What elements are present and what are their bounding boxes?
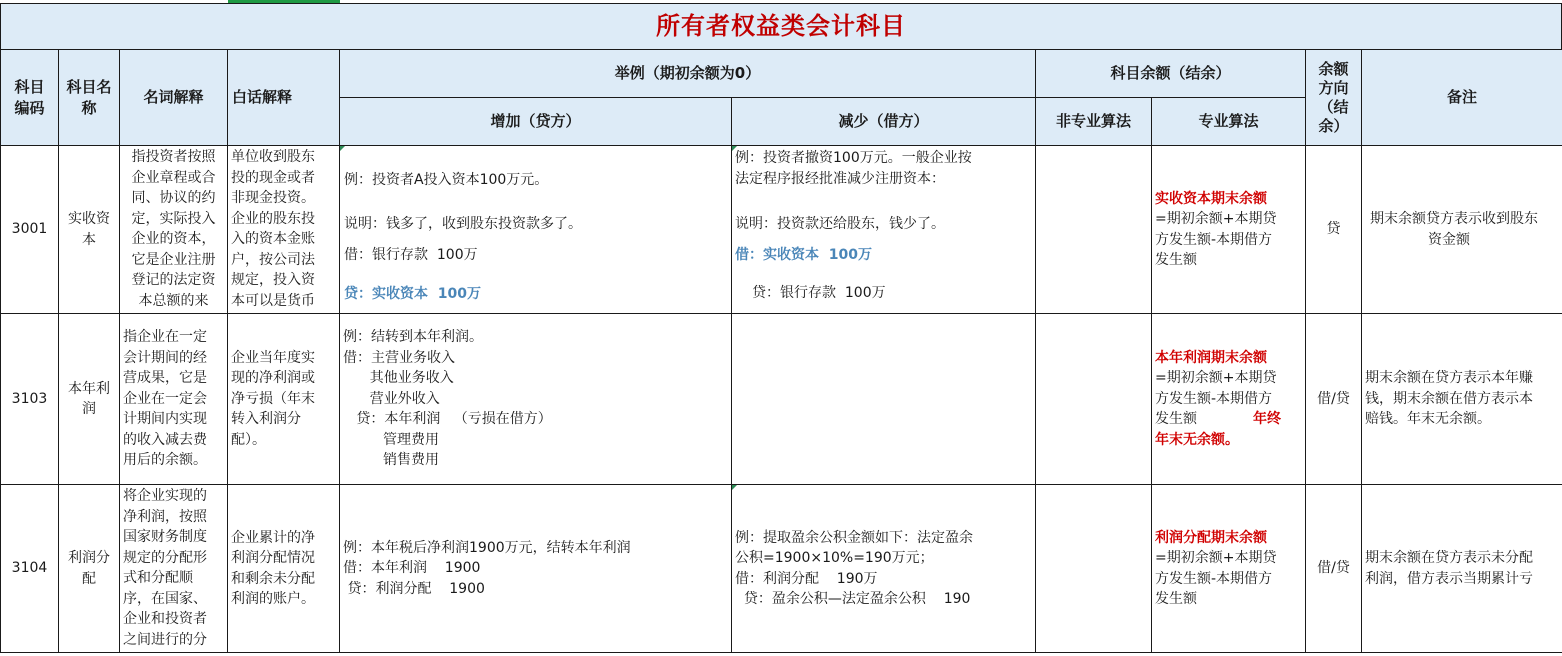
row1-def-l1: 指投资者按照 [131,149,216,165]
row2-plain-l3: 净亏损（年末 [231,390,315,407]
row3-increase[interactable] [340,485,732,653]
row2-inc-l6: 管理费用 [343,431,440,448]
row3-name-line1: 利润分 [68,550,110,566]
row2-pro-tail: 发生额 [1155,411,1197,428]
row3-def-l3: 国家财务制度 [123,529,207,545]
row2-increase[interactable] [340,314,732,485]
row2-name-line2: 润 [82,401,96,417]
row1-plain-l4: 企业的股东投 [231,210,315,227]
row3-plain-l3: 和剩余未分配 [231,570,315,587]
row1-nonpro[interactable] [1036,146,1152,314]
header-example[interactable]: 举例（期初余额为0） [340,50,1036,98]
row2-pro-red1: 年终 [1253,411,1281,428]
header-code[interactable] [0,50,59,146]
row3-inc-l2: 借：本年利润 1900 [343,560,481,577]
row1-def-l5: 企业的资本， [131,231,216,247]
row2-remark-l2: 钱，期末余额在借方表示本 [1365,390,1533,407]
row1-pro[interactable] [1152,146,1306,314]
row2-remark-l3: 赔钱。年末无余额。 [1365,411,1491,428]
row2-def-l4: 企业在一定会 [123,390,207,407]
row2-inc-l7: 销售费用 [343,452,440,469]
row1-dec-note: 说明：投资款还给股东，钱少了。 [735,216,945,232]
header-name[interactable] [59,50,120,146]
header-nonpro[interactable]: 非专业算法 [1036,98,1152,146]
row1-def-l3: 同、协议的约 [131,190,216,206]
row2-pro[interactable] [1152,314,1306,485]
row2-remark[interactable] [1362,314,1562,485]
row1-plain-l3: 非现金投资。 [231,190,315,206]
row3-def-l2: 净利润，按照 [123,508,207,525]
row1-plain-l1: 单位收到股东 [231,149,315,165]
row1-dec-example-2: 法定程序报经批准减少注册资本： [735,171,945,187]
row1-def-l8: 本总额的来 [138,292,209,309]
row3-def-l5: 式和分配顺 [123,570,193,586]
row1-remark[interactable] [1362,146,1562,314]
row3-pro[interactable] [1152,485,1306,653]
row3-inc-l3: 贷：利润分配 1900 [343,580,485,597]
row2-def-l5: 计期间内实现 [123,411,207,428]
header-direction-line1: 余额 [1318,59,1349,78]
row1-name-line1: 实收资 [68,211,110,227]
row1-name[interactable] [59,146,120,314]
row1-def-l6: 它是企业注册 [131,251,216,268]
row1-def-l2: 企业章程或合 [131,169,216,186]
row2-def-l2: 会计期间的经 [123,349,207,366]
row1-pro-title: 实收资本期末余额 [1155,190,1267,207]
header-decrease[interactable]: 减少（借方） [732,98,1036,146]
row1-name-line2: 本 [82,231,96,248]
row3-dec-l4: 贷：盈余公积—法定盈余公积 190 [735,591,971,607]
row1-plain-l2: 投的现金或者 [231,169,315,186]
header-balance[interactable]: 科目余额（结余） [1036,50,1306,98]
row2-pro-l3 [1155,409,1302,430]
row3-def-l1: 将企业实现的 [123,488,207,504]
row3-plain-l1: 企业累计的净 [231,529,315,546]
row1-inc-credit: 贷：实收资本 100万 [344,286,481,302]
row2-pro-red2: 年末无余额。 [1155,431,1239,448]
row3-pro-l2: 方发生额-本期借方 [1155,570,1273,587]
row2-plain-l4: 转入利润分 [231,411,301,428]
row2-pro-l2: 方发生额-本期借方 [1155,390,1273,407]
row3-pro-title: 利润分配期末余额 [1155,529,1267,546]
row3-nonpro[interactable] [1036,485,1152,653]
header-pro[interactable]: 专业算法 [1152,98,1306,146]
row3-dec-l1: 例：提取盈余公积金额如下：法定盈余 [735,529,973,546]
row2-inc-l5: 贷：本年利润 （亏损在借方） [343,411,552,428]
row3-dec-l3: 借：利润分配 190万 [735,570,878,587]
row2-inc-l1: 例：结转到本年利润。 [343,329,483,346]
row2-plain-l5: 配）。 [231,431,266,448]
row1-plain-l6: 户，按公司法 [231,251,315,268]
row1-def-l4: 定，实际投入 [131,210,216,227]
row2-pro-title: 本年利润期末余额 [1155,349,1267,366]
row3-dec-l2: 公积=1900×10%=190万元； [735,550,934,566]
header-direction[interactable] [1306,50,1362,146]
row2-nonpro[interactable] [1036,314,1152,485]
comment-marker [732,485,737,490]
row1-plain-l5: 入的资本金账 [231,231,315,247]
row2-plain-l2: 现的净利润或 [231,370,315,387]
row3-inc-l1: 例：本年税后净利润1900万元，结转本年利润 [343,539,631,556]
row1-inc-example: 例：投资者A投入资本100万元。 [344,172,549,188]
row3-definition[interactable] [120,485,228,653]
row2-decrease[interactable] [732,314,1036,485]
header-code-line1: 科目 [14,78,45,96]
row2-pro-l1: =期初余额+本期贷 [1155,370,1277,387]
row1-direction[interactable]: 贷 [1306,146,1362,314]
header-name-line1: 科目名 [66,78,112,96]
row3-def-l7: 企业和投资者 [123,611,207,627]
row2-direction[interactable]: 借/贷 [1306,314,1362,485]
header-code-line2: 编码 [14,98,45,117]
row3-name-line2: 配 [82,570,96,587]
row2-def-l1: 指企业在一定 [123,329,207,346]
row1-remark-l1: 期末余额贷方表示收到股东 [1370,211,1538,227]
row3-pro-l3: 发生额 [1155,591,1197,607]
header-direction-line3: （结 [1318,97,1349,116]
row1-increase[interactable] [340,146,732,314]
row1-dec-example-1: 例：投资者撤资100万元。一般企业按 [735,150,972,166]
row3-def-l4: 规定的分配形 [123,549,207,566]
row2-remark-l1: 期末余额在贷方表示本年赚 [1365,370,1533,387]
row1-inc-note: 说明：钱多了，收到股东投资款多了。 [344,216,582,232]
row2-plain-l1: 企业当年度实 [231,349,315,366]
row1-pro-l2: 方发生额-本期借方 [1155,231,1273,248]
row2-inc-l4: 营业外收入 [343,390,440,407]
row2-name-line1: 本年利 [68,380,110,397]
row3-decrease[interactable] [732,485,1036,653]
row1-dec-credit: 贷：银行存款 100万 [752,285,886,301]
row3-remark[interactable] [1362,485,1562,653]
row2-def-l3: 营成果，它是 [123,370,207,387]
sheet-title[interactable]: 所有者权益类会计科目 [0,3,1562,50]
row2-def-l6: 的收入减去费 [123,431,207,448]
row3-name[interactable] [59,485,120,653]
row2-inc-l2: 借：主营业务收入 [343,349,455,366]
row1-pro-l3: 发生额 [1155,252,1197,268]
header-definition[interactable]: 名词解释 [120,50,228,146]
header-direction-line2: 方向 [1318,78,1349,97]
row2-def-l7: 用后的余额。 [123,452,207,469]
row1-def-l7: 登记的法定资 [131,272,216,288]
row3-pro-l1: =期初余额+本期贷 [1155,550,1277,566]
row1-dec-debit: 借：实收资本 100万 [735,247,872,263]
row2-plain[interactable] [228,314,340,485]
row1-code[interactable]: 3001 [0,146,59,314]
row3-direction[interactable]: 借/贷 [1306,485,1362,653]
row2-code[interactable]: 3103 [0,314,59,485]
header-direction-line4: 余） [1318,116,1349,135]
row1-plain[interactable] [228,146,340,314]
row3-remark-l1: 期末余额在贷方表示未分配 [1365,550,1533,566]
row3-def-l8: 之间进行的分 [123,631,207,648]
header-remark[interactable]: 备注 [1362,50,1562,146]
row1-decrease[interactable] [732,146,1036,314]
header-increase[interactable]: 增加（贷方） [340,98,732,146]
row1-plain-l8: 本可以是货币 [231,292,315,309]
row3-code[interactable]: 3104 [0,485,59,653]
row2-inc-l3: 其他业务收入 [343,370,454,387]
comment-marker [340,146,345,151]
row1-inc-debit: 借：银行存款 100万 [344,247,478,263]
header-name-line2: 称 [81,98,97,117]
row3-def-l6: 序，在国家、 [123,590,207,607]
row3-remark-l2: 利润，借方表示当期累计亏 [1365,570,1533,587]
row3-plain-l2: 利润分配情况 [231,550,315,566]
row3-plain-l4: 利润的账户。 [231,591,315,607]
row2-definition[interactable] [120,314,228,485]
row1-plain-l7: 规定，投入资 [231,272,315,288]
row3-plain[interactable] [228,485,340,653]
row1-definition[interactable] [120,146,228,314]
row1-pro-l1: =期初余额+本期贷 [1155,211,1277,227]
row2-name[interactable] [59,314,120,485]
header-plain[interactable]: 白话解释 [228,50,340,146]
row1-remark-l2: 资金额 [1428,231,1470,248]
